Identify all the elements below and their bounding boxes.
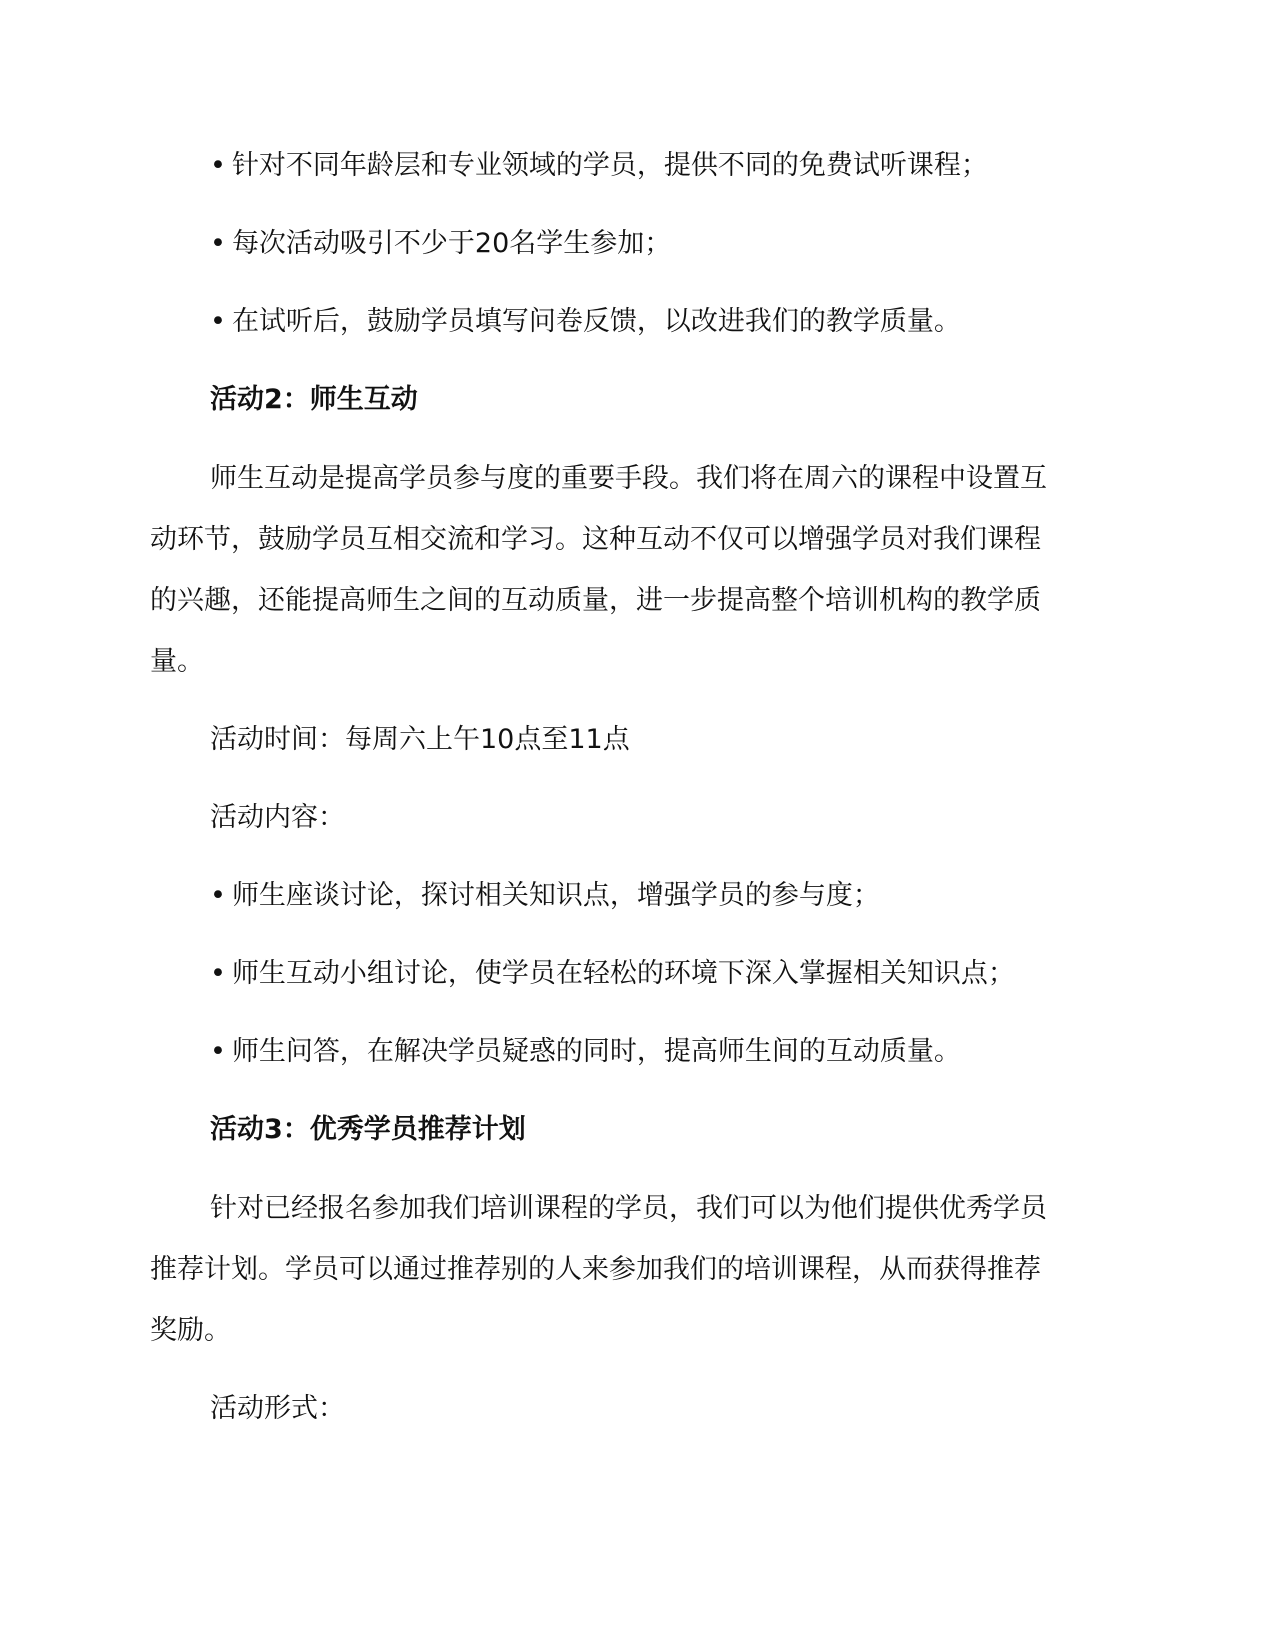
activity-form-label: 活动形式： xyxy=(210,1393,345,1424)
paragraph-line: 量。 xyxy=(150,646,204,677)
paragraph-line: 针对已经报名参加我们培训课程的学员，我们可以为他们提供优秀学员 xyxy=(210,1193,1047,1224)
bullet-item xyxy=(150,148,1120,184)
bullet-dot: • xyxy=(210,1036,226,1067)
bullet-item xyxy=(150,878,1120,914)
bullet-text: 在试听后，鼓励学员填写问卷反馈，以改进我们的教学质量。 xyxy=(231,306,961,337)
bullet-dot: • xyxy=(210,150,226,181)
bullet-dot: • xyxy=(210,958,226,989)
bullet-item xyxy=(150,226,1120,262)
bullet-dot: • xyxy=(210,306,226,337)
bullet-item xyxy=(150,1034,1120,1070)
bullet-item xyxy=(150,304,1120,340)
bullet-item xyxy=(150,956,1120,992)
paragraph-line: 的兴趣，还能提高师生之间的互动质量，进一步提高整个培训机构的教学质 xyxy=(150,585,1041,616)
bullet-dot: • xyxy=(210,880,226,911)
paragraph-line: 师生互动是提高学员参与度的重要手段。我们将在周六的课程中设置互 xyxy=(210,463,1047,494)
paragraph-line: 动环节，鼓励学员互相交流和学习。这种互动不仅可以增强学员对我们课程 xyxy=(150,524,1041,555)
section-heading-activity-3: 活动3：优秀学员推荐计划 xyxy=(210,1114,526,1145)
document-body xyxy=(150,148,1120,1469)
section-heading-activity-2: 活动2：师生互动 xyxy=(210,384,418,415)
activity-time: 活动时间：每周六上午10点至11点 xyxy=(210,724,630,755)
bullet-text: 师生互动小组讨论，使学员在轻松的环境下深入掌握相关知识点； xyxy=(231,958,1015,989)
bullet-text: 针对不同年龄层和专业领域的学员，提供不同的免费试听课程； xyxy=(231,150,988,181)
activity-content-label: 活动内容： xyxy=(210,802,345,833)
paragraph-activity-3 xyxy=(150,1178,1120,1361)
paragraph-line: 推荐计划。学员可以通过推荐别的人来参加我们的培训课程，从而获得推荐 xyxy=(150,1254,1041,1285)
bullet-text: 师生座谈讨论，探讨相关知识点，增强学员的参与度； xyxy=(231,880,880,911)
paragraph-activity-2 xyxy=(150,448,1120,692)
paragraph-line: 奖励。 xyxy=(150,1315,231,1346)
bullet-dot: • xyxy=(210,228,226,259)
bullet-text: 每次活动吸引不少于20名学生参加； xyxy=(231,228,672,259)
bullet-text: 师生问答，在解决学员疑惑的同时，提高师生间的互动质量。 xyxy=(231,1036,961,1067)
